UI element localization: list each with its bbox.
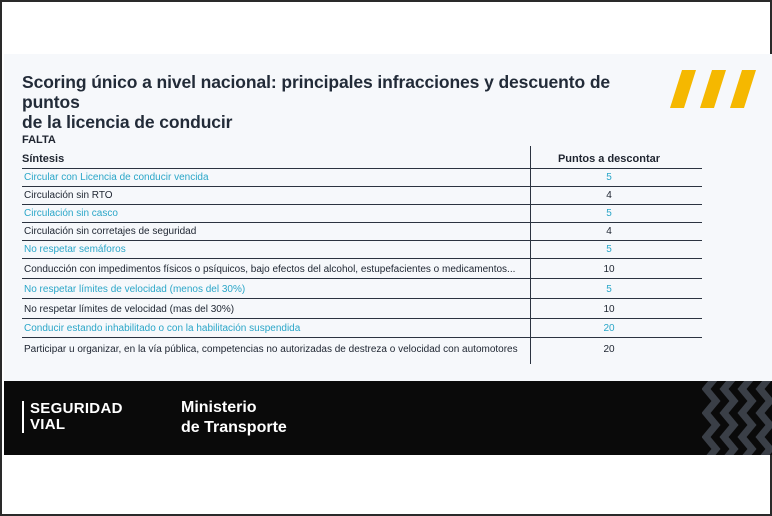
table-row <box>22 223 702 241</box>
row-points: 5 <box>606 244 612 255</box>
title-line-2: de la licencia de conducir <box>22 112 233 132</box>
table-row <box>22 187 702 205</box>
header-sintesis: Síntesis <box>22 153 65 165</box>
table-body <box>22 169 702 358</box>
logo-divider <box>22 401 24 433</box>
ministerio-line-1: Ministerio <box>181 399 257 416</box>
row-text: Circulación sin corretajes de seguridad <box>24 226 197 237</box>
table-row <box>22 241 702 259</box>
row-text: Participar u organizar, en la vía pública, competencias no autorizadas de destreza o velocidad con automotores <box>24 344 518 355</box>
row-points: 20 <box>603 323 615 334</box>
row-text: Conducción con impedimentos físicos o psíquicos, bajo efectos del alcohol, estupefacientes o medicamentos... <box>24 264 516 275</box>
row-text: No respetar límites de velocidad (menos del 30%) <box>24 284 246 295</box>
row-text: Circulación sin RTO <box>24 190 113 201</box>
row-points: 20 <box>603 344 615 355</box>
row-points: 10 <box>603 264 615 275</box>
header-puntos: Puntos a descontar <box>557 153 661 165</box>
footer-banner <box>4 381 772 455</box>
header-falta: FALTA <box>22 134 56 146</box>
row-points: 10 <box>603 304 615 315</box>
row-text: No respetar límites de velocidad (mas del 30%) <box>24 304 235 315</box>
row-text: Circulación sin casco <box>24 208 118 219</box>
table-row <box>22 299 702 319</box>
table-row <box>22 169 702 187</box>
table-row <box>22 319 702 338</box>
slide <box>4 54 772 381</box>
yellow-stripes-icon <box>670 70 760 108</box>
ministerio-line-2: de Transporte <box>181 419 287 436</box>
row-text: Circular con Licencia de conducir vencida <box>24 172 209 183</box>
row-points: 4 <box>606 226 612 237</box>
logo-line-1: SEGURIDAD <box>30 400 123 417</box>
ministerio-logo <box>181 398 287 438</box>
logo-line-2: VIAL <box>30 416 66 433</box>
seguridad-vial-logo <box>30 401 123 433</box>
chevron-pattern-icon <box>702 381 772 455</box>
row-text: Conducir estando inhabilitado o con la habilitación suspendida <box>24 323 301 334</box>
table-row <box>22 338 702 358</box>
row-points: 4 <box>606 190 612 201</box>
table-row <box>22 279 702 299</box>
row-points: 5 <box>606 284 612 295</box>
slide-title <box>22 72 662 132</box>
row-points: 5 <box>606 172 612 183</box>
title-line-1: Scoring único a nivel nacional: principales infracciones y descuento de puntos <box>22 72 611 112</box>
table-row <box>22 259 702 279</box>
row-text: No respetar semáforos <box>24 244 126 255</box>
row-points: 5 <box>606 208 612 219</box>
table-row <box>22 205 702 223</box>
